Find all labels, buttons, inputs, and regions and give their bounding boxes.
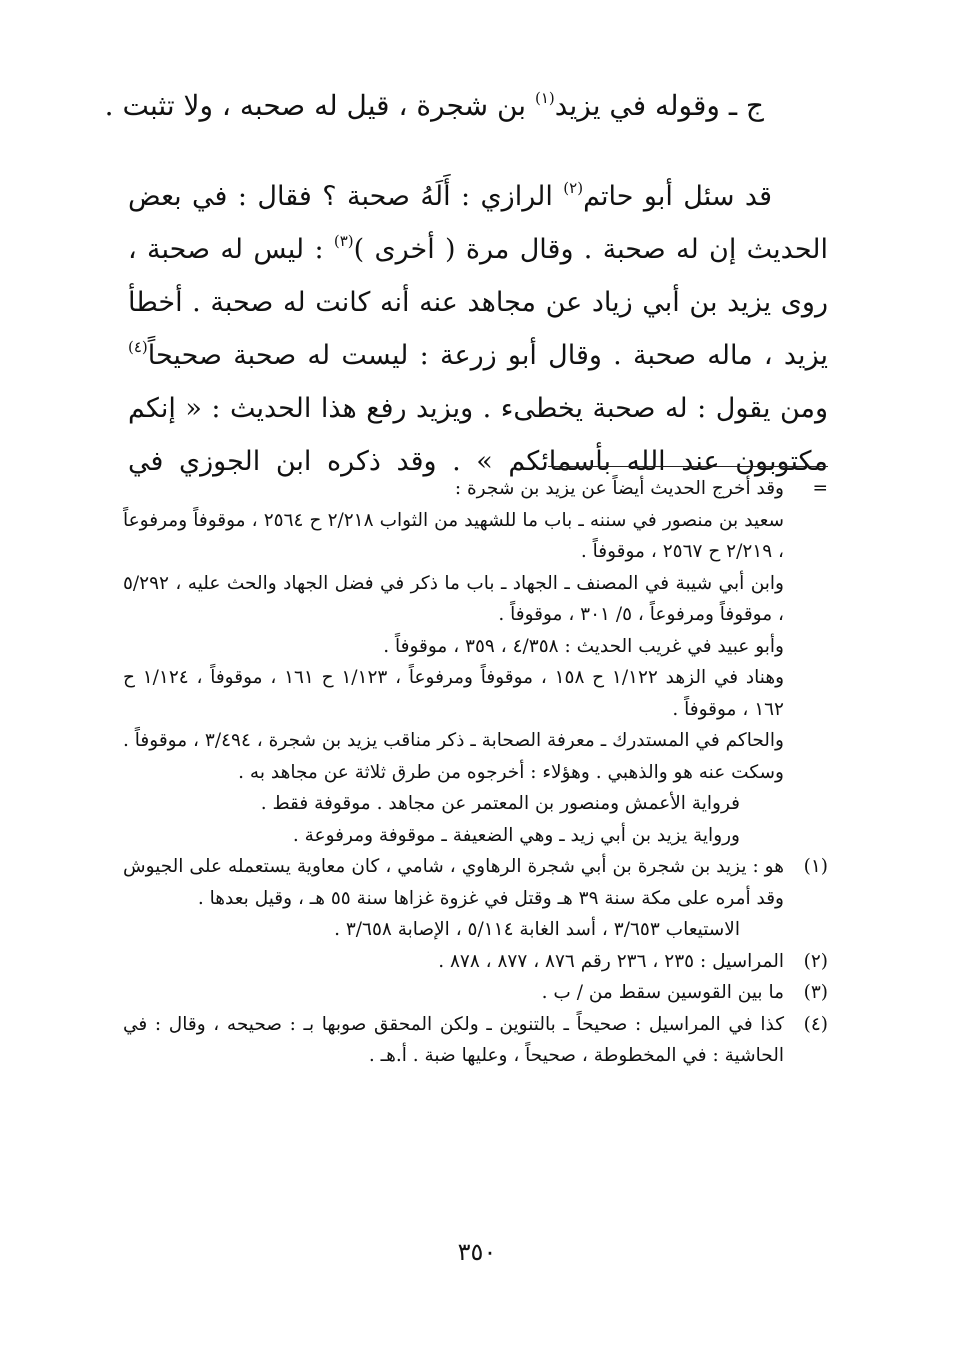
continuation-mark: =: [812, 478, 828, 499]
footnote-sources: الاستيعاب ٣/٦٥٣ ، أسد الغابة ٥/١١٤ ، الإصابة ٣/٦٥٨ .: [334, 919, 740, 940]
footnotes: [123, 473, 828, 1072]
heading-text-rest: بن شجرة ، قيل له صحبه ، ولا تثبت .: [104, 89, 535, 122]
footnote-citation: وهناد في الزهد ١/١٢٢ ح ١٥٨ ، موقوفاً ومرفوعاً ، ١/١٢٣ ح ١٦١ ، موقوفاً ، ١/١٢٤ ح ١٦٢ ، موقوفاً .: [123, 667, 785, 720]
page-number: ٣٥٠: [457, 1238, 497, 1266]
footnote-citation: ورواية يزيد بن أبي زيد ـ وهي الضعيفة ـ موقوفة ومرفوعة .: [292, 824, 740, 846]
footnote-1: [123, 851, 828, 914]
main-text: [128, 170, 828, 488]
main-text-part: قد سئل أبو حاتم: [583, 181, 772, 212]
section-heading: [104, 84, 764, 128]
footnote-ref-1: (١): [534, 89, 555, 107]
footnote-ref-4: (٤): [128, 338, 148, 356]
main-paragraph: [128, 170, 828, 488]
heading-text: ج ـ وقوله في يزيد: [554, 89, 764, 122]
footnote-text: المراسيل : ٢٣٥ ، ٢٣٦ رقم ٨٧٦ ، ٨٧٧ ، ٨٧٨ .: [438, 950, 784, 972]
footnote-citation: سعيد بن منصور في سننه ـ باب ما للشهيد من الثواب ٢/٢١٨ ح ٢٥٦٤ ، موقوفاً ومرفوعاً ، ٢/٢١٩ ح ٢٥٦٧ ، موقوفاً .: [123, 509, 784, 562]
footnote-citation: وأبو عبيد في غريب الحديث : ٤/٣٥٨ ، ٣٥٩ ، موقوفاً .: [383, 635, 784, 657]
main-text-part: : ليس له صحبة ، روى يزيد بن أبي زياد عن مجاهد عنه أنه كانت له صحبة . أخطأ يزيد ، ماله صحبة . وقال أبو زرعة : ليست له صحبة صحيحاً: [128, 234, 828, 371]
footnote-text: ما بين القوسين سقط من / ب .: [541, 982, 784, 1003]
footnote-text: هو : يزيد بن شجرة بن أبي شجرة الرهاوي ، شامي ، كان معاوية يستعمله على الجيوش وقد أمره على مكة سنة ٣٩ هـ وقتل في غزوة غزاها سنة ٥٥ هـ ، وقيل بعدها .: [123, 856, 784, 909]
footnote-2: [123, 946, 828, 978]
footnote-citation: فرواية الأعمش ومنصور بن المعتمر عن مجاهد . موقوفة فقط .: [260, 793, 740, 814]
footnote-3: [123, 977, 828, 1009]
footnote-ref-2: (٢): [563, 179, 584, 197]
footnote-number: (٣): [803, 982, 828, 1003]
main-text-part: ومن يقول : له صحبة يخطىء . ويزيد رفع هذا الحديث : « إنكم مكتوبون عند الله بأسمائكم » . وقد ذكره ابن الجوزي في: [128, 393, 828, 477]
footnote-number: (٢): [803, 950, 828, 972]
footnote-citation: والحاكم في المستدرك ـ معرفة الصحابة ـ ذكر مناقب يزيد بن شجرة ، ٣/٤٩٤ ، موقوفاً . وسكت عنه هو والذهبي . وهؤلاء : أخرجوه من طرق ثلاثة عن مجاهد به .: [123, 730, 784, 783]
footnote-number: (٤): [803, 1013, 828, 1035]
footnote-ref-3: (٣): [333, 232, 354, 250]
main-text-part: الرازي : أَلَهُ صحبة ؟ فقال : في بعض الحديث إن له صحبة . وقال مرة ( أخرى ): [128, 181, 828, 265]
footnote-citation: وابن أبي شيبة في المصنف ـ الجهاد ـ باب ما ذكر في فضل الجهاد والحث عليه ، ٥/٢٩٢ ، موقوفاً ومرفوعاً ، ٥/ ٣٠١ ، موقوفاً .: [123, 572, 784, 625]
footnote-4: [123, 1009, 828, 1072]
footnote-continuation: [123, 473, 828, 505]
footnote-text: كذا في المراسيل : صحيحاً ـ بالتنوين ـ ولكن المحقق صوبها بـ : صحيحه ، وقال : في الحاشية : في المخطوطة ، صحيحاً ، وعليها ضبة . أ.هـ .: [123, 1013, 784, 1066]
footnote-number: (١): [803, 856, 828, 877]
footnote-separator: [548, 466, 828, 467]
continuation-intro: وقد أخرج الحديث أيضاً عن يزيد بن شجرة :: [454, 478, 784, 499]
